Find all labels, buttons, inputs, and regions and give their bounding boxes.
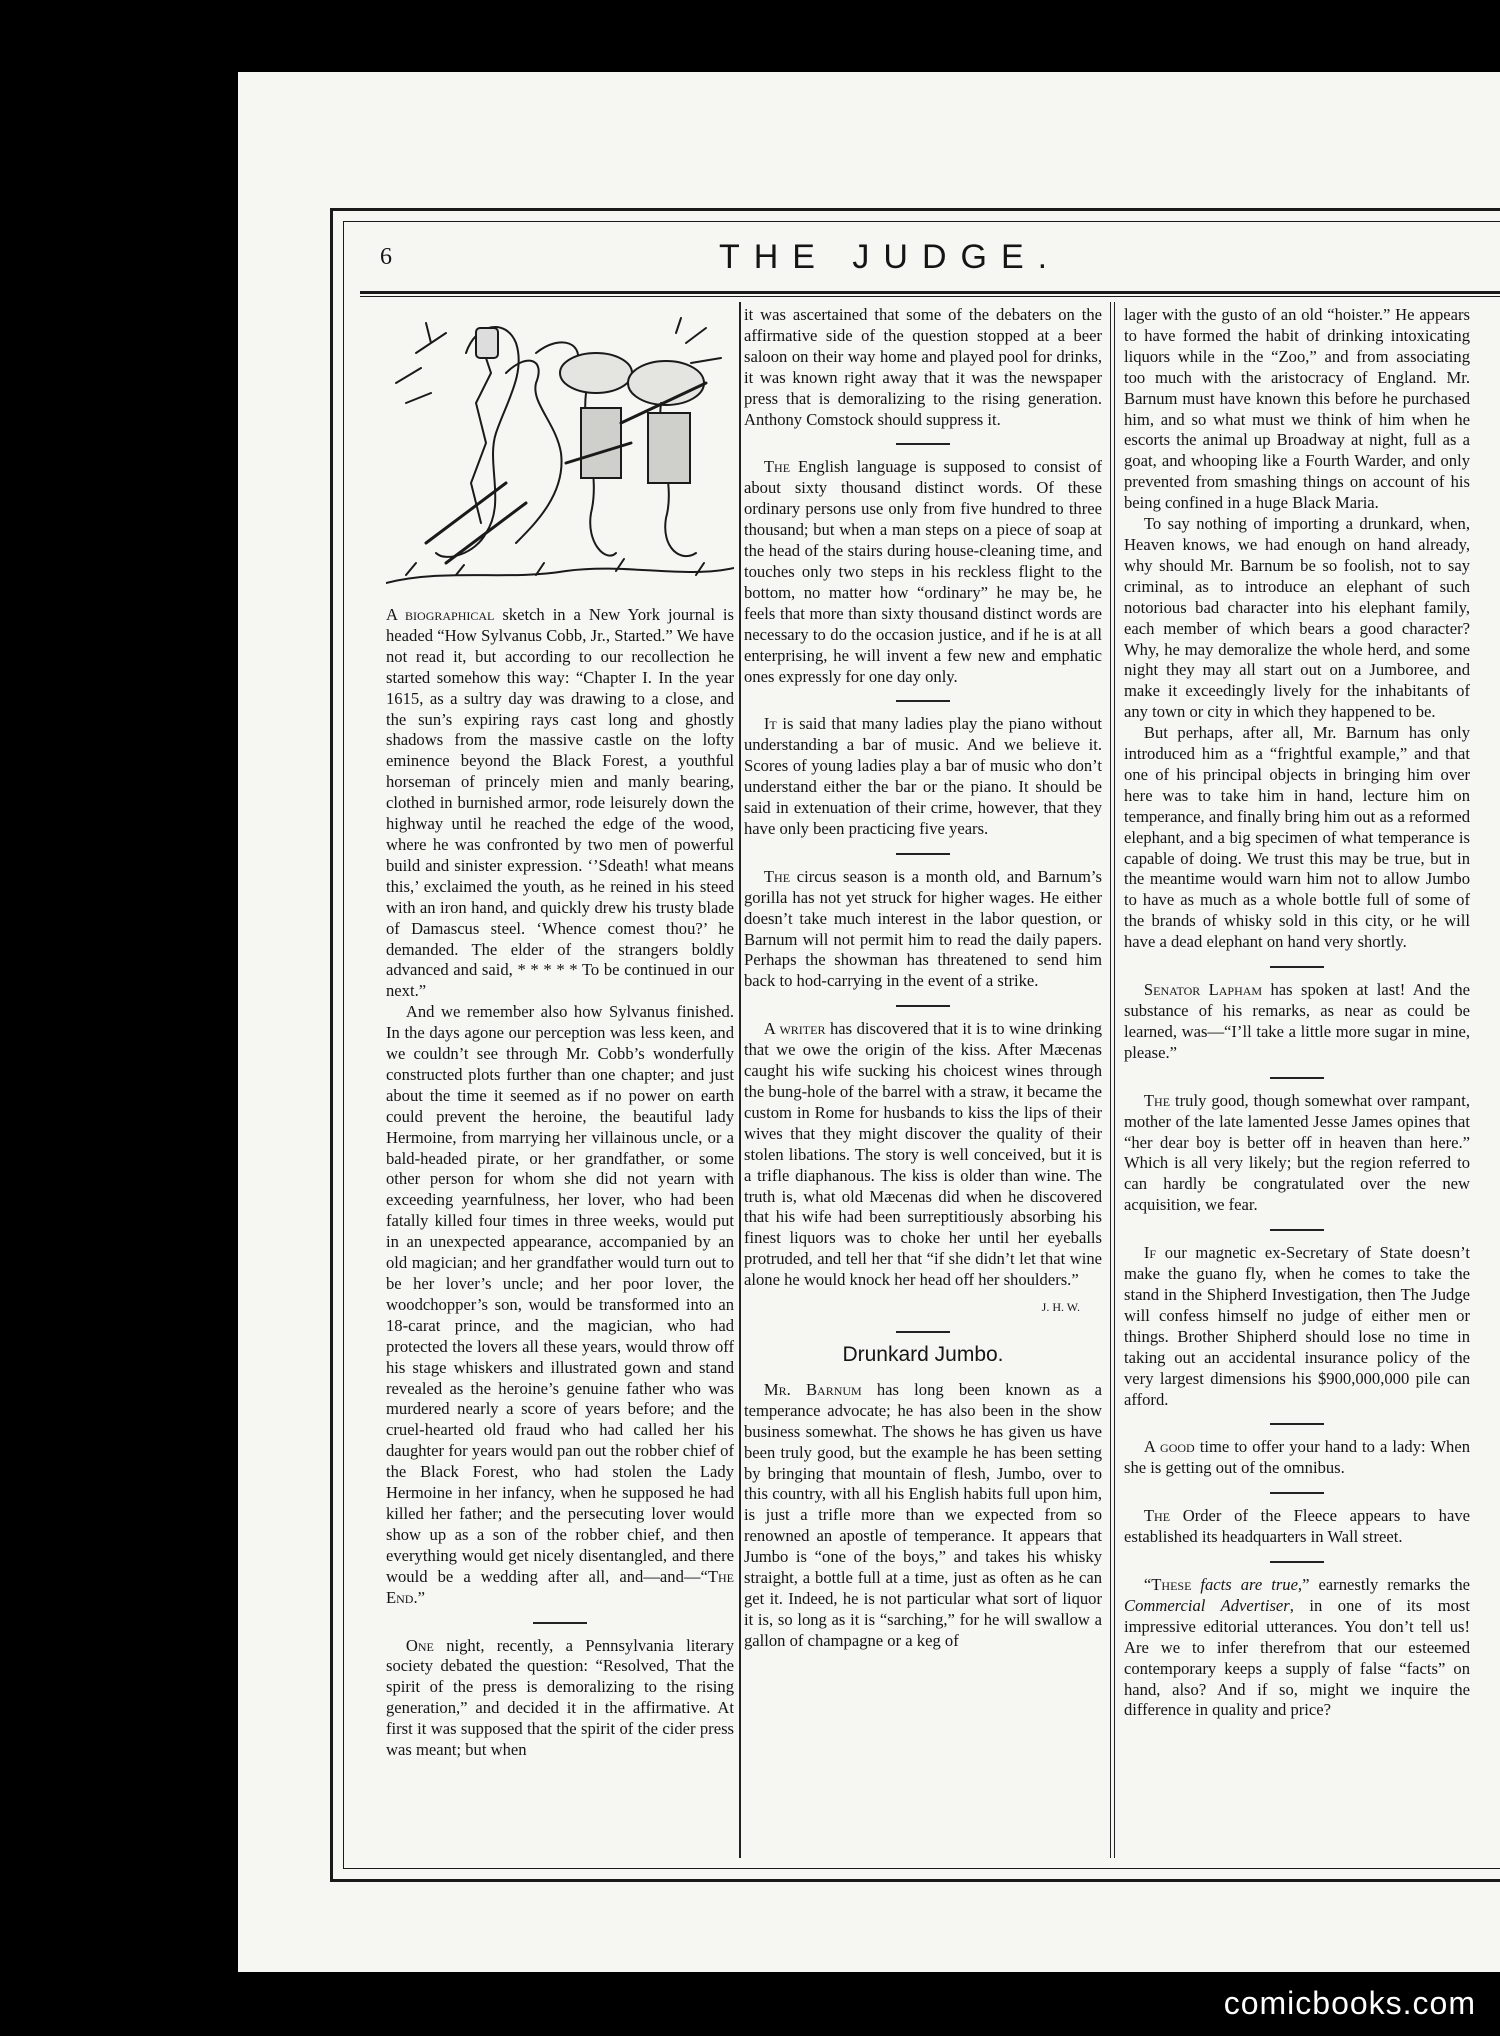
header-rule [360, 291, 1500, 297]
paragraph: has long been known as a temperance advocate; he has also been in the show business somewhat. The shows he has given us have been truly good, but the example he has been setting by bringing that mountain of flesh, Jumbo, over to this country, with all his English habits full upon him, is just a trifle more than we expected from so renowned an apostle of temperance. It appears that Jumbo is “one of the boys,” and takes his whisky straight, a bottle full at a time, just as often as he can get it. Indeed, he is not particular what sort of liquor it is, so long as it is “sarching,” for he will swallow a gallon of champagne or a keg of [744, 1379, 1102, 1650]
section-separator [896, 700, 950, 702]
lead-word: A good [1143, 1437, 1195, 1457]
section-separator [896, 853, 950, 855]
section-separator [533, 1622, 587, 1624]
lead-word: “These [1143, 1575, 1192, 1595]
paragraph: has spoken at last! And the substance of his remarks, as near as could be learned, was—“I’ll take a little more sugar in mine, please.” [1124, 980, 1470, 1062]
paragraph: But perhaps, after all, Mr. Barnum has only introduced him as a “frightful example,” and that one of his principal objects in bringing him over here was to take him in hand, lecture him on temperance, and finally bring him out as a reformed elephant, and a big specimen of what temperance is capable of doing. We trust this may be true, but in the meantime would warn him not to allow Jumbo to have as much as a whole bottle full of some of the brands of whisky sold in this city, or he will have a dead elephant on hand very shortly. [1124, 723, 1470, 952]
section-separator [1270, 1492, 1324, 1494]
lead-word: Senator Lapham [1143, 980, 1263, 1000]
lead-word: The [1143, 1506, 1171, 1526]
lead-word: A biographical [386, 605, 495, 624]
paragraph: And we remember also how Sylvanus finished. In the days agone our perception was less keen, and we couldn’t see through Mr. Cobb’s wonderfully constructed plots further than one chapter; and just about the time it seemed as if no power on earth could prevent the heroine, the beautiful lady Hermoine, from marrying her villainous uncle, or a bald-headed pirate, or her grandfather, or some other person for whom she did not yearn with exceeding yearnfulness, her lover, who had been fatally killed four times in three weeks, would put in an unexpected appearance, accompanied by an old magician; and her grandfather would turn out to be her lover’s uncle; and her poor lover, the woodchopper’s son, would be transformed into an 18-carat prince, and the magician, who had protected the lovers all these years, would throw off his stage whiskers and illustrated gown and stand revealed as the heroine’s genuine father who was murdered nearly a score of years before; and the cruel-hearted old fraud who had called her his daughter for years would pan out the robber chief of the Black Forest, who had stolen the Lady Hermoine in her infancy, when he supposed he had killed her father; and the persecuting lover would show up as a son of the robber chief, and then everything would get nicely disentangled, and there would be a wedding after all, and—and—“ [386, 1002, 734, 1586]
lead-word: One [405, 1635, 434, 1655]
section-separator [1270, 1229, 1324, 1231]
paragraph: has discovered that it is to wine drinking that we owe the origin of the kiss. After Mæcenas caught his wife sucking his choicest wines through the bung-hole of the barrel with a straw, it became the custom in Rome for husbands to kiss the lips of their wives that they might discover the quality of their stolen libations. The story is well conceived, but it is a trifle diaphanous. The kiss is older than wine. The truth is, what old Mæcenas did when he discovered that his wife had been surreptitiously absorbing his finest liquors was to choke her until her eyeballs protruded, and tell her that “if she didn’t let that wine alone he would knock her head off her shoulders.” [744, 1019, 1102, 1290]
paragraph: is said that many ladies play the piano without understanding a bar of music. And we believe it. Scores of young ladies play a bar of music who don’t understand either the bar or the piano. It should be said in extenuation of their crime, however, that they have only been practicing five years. [744, 714, 1102, 838]
column-2 [744, 305, 1102, 1652]
paragraph: sketch in a New York journal is headed “How Sylvanus Cobb, Jr., Started.” We have not read it, but according to our recollection he started somehow this way: “Chapter I. In the year 1615, as a sultry day was drawing to a close, and the sun’s expiring rays cast long and ghostly shadows from the massive castle on the lofty eminence beyond the Black Forest, a youthful horseman of princely mien and manly bearing, clothed in burnished armor, rode leisurely down the highway until he reached the edge of the wood, where he was confronted by two men of powerful build and sinister expression. ‘’Sdeath! what means this,’ exclaimed the youth, as he reined in his steed with an iron hand, and quickly drew his trusty blade of Damascus steel. ‘Whence comest thou?’ he demanded. The elder of the strangers boldly advanced and said, * * * * * To be continued in our next.” [386, 605, 734, 1001]
masthead-title: THE JUDGE. [718, 238, 1062, 276]
paragraph: To say nothing of importing a drunkard, when, Heaven knows, we had enough on hand already, why should Mr. Barnum be so foolish, not to say criminal, as to introduce an elephant of such notorious bad character into his elephant family, each member of which bears a good character? Why, he may demoralize the whole herd, and some night they may all start out on a Jumboree, and make it exceedingly lively for the inhabitants of any town or city in which they happened to be. [1124, 514, 1470, 722]
section-separator [1270, 1561, 1324, 1563]
section-separator [1270, 966, 1324, 968]
section-separator [896, 1331, 950, 1333]
author-signature: J. H. W. [1041, 1300, 1080, 1315]
the-end-text: The End. [386, 1566, 734, 1607]
paragraph: , in one of its most impressive editorial utterances. You don’t tell us! Are we to infer therefrom that our esteemed contemporary keeps a supply of false “facts” on hand, also? And if so, might we inquire the difference in quality and price? [1124, 1595, 1470, 1720]
column-divider [1110, 302, 1111, 1858]
column-divider [1114, 302, 1115, 1858]
site-watermark: comicbooks.com [1223, 1985, 1476, 2021]
paragraph: Order of the Fleece appears to have established its headquarters in Wall street. [1124, 1506, 1470, 1547]
paragraph: it was ascertained that some of the debaters on the affirmative side of the question stopped at a beer saloon on their way home and played pool for drinks, it was known right away that it was the newspaper press that is demoralizing to the rising generation. Anthony Comstock should suppress it. [744, 305, 1102, 429]
italic-phrase: facts are true, [1191, 1575, 1303, 1595]
knight-cartoon-illustration [386, 313, 734, 595]
lead-word: Mr. Barnum [763, 1379, 862, 1399]
section-separator [896, 443, 950, 445]
article-title: Drunkard Jumbo. [842, 1342, 1004, 1366]
column-divider [739, 302, 741, 1858]
lead-word: If [1143, 1243, 1157, 1263]
paragraph: circus season is a month old, and Barnum’s gorilla has not yet struck for higher wages. He either doesn’t take much interest in the labor question, or Barnum will not permit him to read the daily papers. Perhaps the showman has threatened to send him back to hod-carrying in the event of a strike. [744, 866, 1102, 991]
column-1: A biographical sketch in a New York journal is headed “How Sylvanus Cobb, Jr., Started.” We have not read it, but according to our recollection he started somehow this way: “Chapter I. In the year 1615, as a sultry day was drawing to a close, and the sun’s expiring rays cast long and ghostly shadows from the massive castle on the lofty eminence beyond the Black Forest, a youthful horseman of princely mien and manly bearing, clothed in burnished armor, rode leisurely down the highway until he reached the edge of the wood, where he was confronted by two men of powerful build and sinister expression. ‘’Sdeath! what means this,’ exclaimed the youth, as he reined in his steed with an iron hand, and quickly drew his trusty blade of Damascus steel. ‘Whence comest thou?’ he demanded. The elder of the strangers boldly advanced and said, * * * * * To be continued in our next.” And we remember also how Sylvanus finished. In the days agone our perception was less keen, and we couldn’t see through Mr. Cobb’s wonderfully constructed plots further than one chapter; and just about the time it seemed as if no power on earth could prevent the heroine, the beautiful lady Hermoine, from marrying her villainous uncle, or a bald-headed pirate, or her grandfather, or some other person for whom she did not yearn with exceeding yearnfulness, her lover, who had been fatally killed four times in three weeks, would put in an unexpected appearance, accompanied by an old magician; and her grandfather would turn out to be her lover’s uncle; and her poor lover, the woodchopper’s son, would be transformed into an 18-carat prince, and the magician, who had protected the lovers all these years, would throw off his stage whiskers and illustrated gown and stand revealed as the heroine’s genuine father who was murdered nearly a score of years before; and the cruel-hearted old fraud who had called her his daughter for years would pan out the robber chief of the Black Forest, who had stolen the Lady Hermoine in her infancy, when he supposed he had killed her father; and the persecuting lover would show up as a son of the robber chief, and then everything would get nicely disentangled, and there would be a wedding after all, and—and—“The End.” One night, recently, a Pennsylvania literary society debated the question: “Resolved, That the spirit of the press is demoralizing to the rising generation,” and decided it in the affirmative. At first it was supposed that the spirit of the cider press was meant; but when [386, 305, 734, 1761]
lead-word: The [763, 866, 791, 886]
section-separator [896, 1005, 950, 1007]
paragraph: night, recently, a Pennsylvania literary society debated the question: “Resolved, That the spirit of the press is demoralizing to the rising generation,” and decided it in the affirmative. At first it was supposed that the spirit of the cider press was meant; but when [386, 1635, 734, 1760]
lead-word: It [763, 714, 777, 734]
paragraph: our magnetic ex-Secretary of State doesn’t make the guano fly, when he comes to take the stand in the Shipherd Investigation, then The Judge will confess himself no judge of either men or things. Brother Shipherd should lose no time in taking out an accidental insurance policy of the very largest dimensions his $900,000,000 pile can afford. [1124, 1243, 1470, 1409]
publication-name: Commercial Advertiser [1124, 1595, 1290, 1615]
lead-word: The [763, 457, 791, 477]
section-separator [1270, 1423, 1324, 1425]
page-number: 6 [380, 244, 392, 270]
paragraph: English language is supposed to consist of about sixty thousand distinct words. Of these ordinary persons use only from five hundred to three thousand; but when a man steps on a piece of soap at the head of the stairs during house-cleaning time, and touches only two steps in his reckless flight to the bottom, no matter how “ordinary” he may be, he feels that more than sixty thousand distinct words are necessary to do the occasion justice, and if he is at all enterprising, he will invent a few new and emphatic ones expressly for one day only. [744, 457, 1102, 686]
lead-word: A writer [763, 1019, 826, 1039]
paragraph: time to offer your hand to a lady: When she is getting out of the omnibus. [1124, 1437, 1470, 1478]
paragraph: lager with the gusto of an old “hoister.” He appears to have formed the habit of drinking intoxicating liquors while in the “Zoo,” and from associating too much with the aristocracy of England. Mr. Barnum must have known this before he purchased him, and so what must we think of him when he escorts the animal up Broadway at night, full as a goat, and whooping like a Fourth Warder, and only prevented from smashing things on account of his being confined in a huge Black Maria. [1124, 305, 1470, 513]
column-3: lager with the gusto of an old “hoister.” He appears to have formed the habit of drinking intoxicating liquors while in the “Zoo,” and from associating too much with the aristocracy of England. Mr. Barnum must have known this before he purchased him, and so what must we think of him when he escorts the animal up Broadway at night, full as a goat, and whooping like a Fourth Warder, and only prevented from smashing things on account of his being confined in a huge Black Maria. To say nothing of importing a drunkard, when, Heaven knows, we had enough on hand already, why should Mr. Barnum be so foolish, not to say criminal, as to introduce an elephant of such notorious bad character into his elephant family, each member of which bears a good character? Why, he may demoralize the whole herd, and some night they may all start out on a Jumboree, and make it exceedingly lively for the inhabitants of any town or city in which they happened to be. But perhaps, after all, Mr. Barnum has only introduced him as a “frightful example,” and that one of his principal objects in bringing him over here was to take him in hand, lecture him on temperance, and finally bring him out as a reformed elephant, and a big specimen of what temperance is capable of doing. We trust this may be true, but in the meantime would warn him not to allow Jumbo to have as much as a whole bottle full of some of the brands of whisky sold in this city, or he will have a dead elephant on hand very shortly. Senator Lapham has spoken at last! And the substance of his remarks, as near as could be learned, was—“I’ll take a little more sugar in mine, please.” The truly good, though somewhat over rampant, mother of the late lamented Jesse James opines that “her dear boy is better off in heaven than here.” Which is all very likely; but the region referred to can hardly be congratulated over the new acquisition, we fear. If our magnetic ex-Secretary of State doesn’t make the guano fly, when he comes to take the stand in the Shipherd Investigation, then The Judge will confess himself no judge of either men or things. Brother Shipherd should lose no time in taking out an accidental insurance policy of the very largest dimensions his $900,000,000 pile can afford. A good time to offer your hand to a lady: When she is getting out of the omnibus. The Order of the Fleece appears to have established its headquarters in Wall street. “These facts are true,” earnestly remarks the Commercial Advertiser, in one of its most impressive editorial utterances. You don’t tell us! Are we to infer therefrom that our esteemed contemporary keeps a supply of false “facts” on hand, also? And if so, might we inquire the difference in quality and price? [1124, 305, 1471, 1720]
lead-word: The [1143, 1090, 1171, 1110]
paragraph: truly good, though somewhat over rampant, mother of the late lamented Jesse James opines that “her dear boy is better off in heaven than here.” Which is all very likely; but the region referred to can hardly be congratulated over the new acquisition, we fear. [1124, 1090, 1470, 1215]
section-separator [1270, 1077, 1324, 1079]
